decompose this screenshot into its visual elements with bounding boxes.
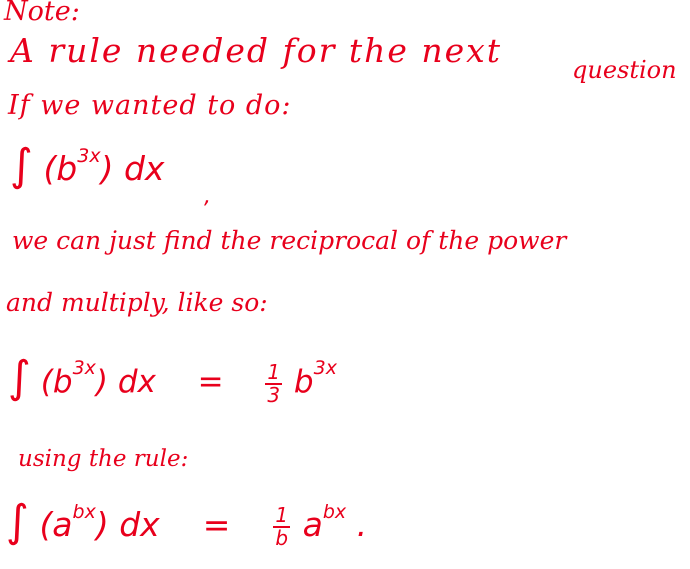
integral-close: ) dx — [100, 149, 165, 188]
explanation-line-2: and multiply, like so: — [6, 288, 268, 317]
rule-fraction-denominator: b — [275, 525, 289, 550]
example-fraction-numerator: 1 — [267, 359, 281, 384]
rule-open: (a — [39, 505, 73, 544]
rule-result-base: a — [302, 505, 323, 544]
integral-comma: , — [204, 184, 211, 209]
example-equals: = — [197, 364, 224, 400]
integral-open: (b — [43, 149, 78, 188]
rule-integral-sign: ∫ — [6, 496, 29, 547]
rule-equals: = — [202, 505, 231, 544]
note-heading: Note: — [4, 0, 80, 27]
example-result-base: b — [293, 364, 314, 400]
rule-exponent: bx — [72, 501, 96, 523]
example-result-exponent: 3x — [313, 357, 337, 379]
example-integral-sign: ∫ — [8, 352, 31, 403]
integral-exponent: 3x — [77, 145, 101, 167]
example-close: ) dx — [95, 364, 156, 400]
intro-line-end: question — [572, 56, 677, 84]
intro-line: A rule needed for the next — [10, 31, 503, 70]
rule-close: ) dx — [95, 505, 160, 544]
condition-line: If we wanted to do: — [8, 90, 292, 121]
rule-intro-line: using the rule: — [18, 446, 189, 472]
example-equation — [8, 352, 337, 407]
example-open: (b — [40, 364, 73, 400]
rule-fraction — [273, 502, 290, 550]
integral-sign: ∫ — [10, 140, 33, 191]
explanation-line: we can just find the reciprocal of the power — [12, 226, 567, 255]
example-fraction-denominator: 3 — [267, 382, 281, 407]
integral-expression — [10, 140, 165, 191]
rule-fraction-numerator: 1 — [275, 502, 289, 527]
example-fraction — [265, 359, 282, 407]
rule-period: . — [356, 505, 368, 544]
example-exponent: 3x — [72, 357, 96, 379]
general-rule-equation — [6, 496, 368, 550]
rule-result-exponent: bx — [322, 501, 347, 523]
